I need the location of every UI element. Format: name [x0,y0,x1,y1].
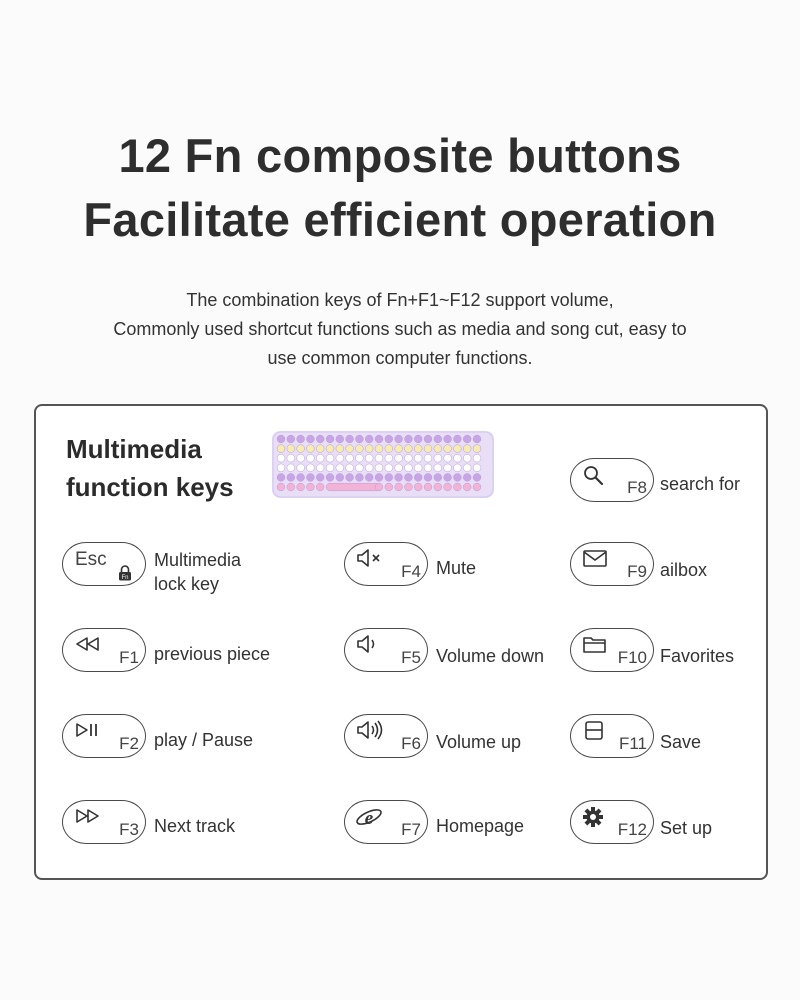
keyboard-keycap [395,445,403,453]
keyboard-keycap [385,454,393,462]
f8-description: search for [660,474,741,494]
function-keys-panel [34,404,768,880]
keyboard-keycap [297,464,305,472]
f6-description: Volume up [436,732,522,752]
f12-description: Set up [660,818,713,838]
keyboard-keycap [365,445,373,453]
keyboard-keycap [424,483,432,491]
keyboard-keycap [385,483,393,491]
keyboard-keycap [434,474,442,482]
keyboard-keycap [414,445,422,453]
f6-label: F6 [401,734,421,753]
keyboard-keycap [473,454,481,462]
keyboard-keycap [444,435,452,443]
f9-description: ailbox [660,560,708,580]
keyboard-keycap [395,483,403,491]
panel-title-line2: function keys [66,472,234,502]
f5-key [344,628,428,672]
keyboard-keycap [385,464,393,472]
keyboard-keycap [375,454,383,462]
keyboard-keycap [287,464,295,472]
main-heading-line1: 12 Fn composite buttons [118,129,682,182]
keyboard-keycap [454,454,462,462]
keyboard-keycap [405,454,413,462]
keyboard-keycap [287,445,295,453]
keyboard-keycap [297,483,305,491]
keyboard-keycap [454,435,462,443]
keyboard-keycap [326,435,334,443]
f7-label: F7 [401,820,421,839]
f2-description: play / Pause [154,730,254,750]
keyboard-keycap [297,474,305,482]
keyboard-keycap [356,454,364,462]
keyboard-keycap [316,454,324,462]
keyboard-keycap [473,435,481,443]
f8-key [570,458,654,502]
keyboard-keycap [346,454,354,462]
keyboard-keycap [414,464,422,472]
f11-key [570,714,654,758]
keyboard-keycap [356,435,364,443]
subtitle-line3: use common computer functions. [267,348,533,368]
keyboard-keycap [307,435,315,443]
keyboard-image [272,431,494,498]
keyboard-keycap [434,464,442,472]
keyboard-keycap [434,435,442,443]
keyboard-keycap [307,464,315,472]
f6-key [344,714,428,758]
keyboard-keycap [424,454,432,462]
keyboard-keycap [336,435,344,443]
keyboard-keycap [307,474,315,482]
keyboard-keycap [326,464,334,472]
keyboard-keycap [395,454,403,462]
keyboard-keycap [316,445,324,453]
panel-title-line1: Multimedia [66,434,202,464]
subtitle-line2: Commonly used shortcut functions such as media and song cut, easy to [113,319,687,339]
previous-track-icon [73,633,103,657]
keyboard-keycap [375,464,383,472]
keyboard-keycap [444,464,452,472]
keyboard-keycap [316,474,324,482]
keyboard-keycap [277,464,285,472]
keyboard-keycap [297,435,305,443]
keyboard-keycap [444,445,452,453]
f12-key [570,800,654,844]
f4-description: Mute [436,558,477,578]
keyboard-keycap [277,454,285,462]
search-icon [581,463,611,487]
keyboard-keycap [356,464,364,472]
esc-key-label: Esc [75,549,107,570]
keyboard-keycap [336,445,344,453]
keyboard-keycap [434,483,442,491]
keyboard-keycap [346,435,354,443]
keyboard-keycap [444,483,452,491]
keyboard-keycap [287,435,295,443]
f10-key [570,628,654,672]
keyboard-keycap [463,464,471,472]
keyboard-keycap [287,454,295,462]
keyboard-keycap [473,483,481,491]
keyboard-keycap [385,474,393,482]
keyboard-keycap [326,454,334,462]
keyboard-keycap [463,454,471,462]
keyboard-keycap [356,474,364,482]
keyboard-keycap [316,464,324,472]
f3-key [62,800,146,844]
keyboard-keycap [405,435,413,443]
keyboard-keycap [454,474,462,482]
keyboard-keycap [365,435,373,443]
keyboard-keycap [277,435,285,443]
fn-badge: Fn [121,575,129,581]
f3-label: F3 [119,820,139,839]
keyboard-keycap [346,464,354,472]
keyboard-spacebar [326,483,380,491]
keyboard-keycap [434,454,442,462]
keyboard-keycap [297,445,305,453]
keyboard-keycap [463,445,471,453]
f12-label: F12 [617,820,647,839]
play-pause-icon [73,719,103,743]
keyboard-keycap [307,483,315,491]
keyboard-keycap [287,474,295,482]
keyboard-keycap [434,445,442,453]
folder-icon [581,633,611,657]
keyboard-keycap [336,464,344,472]
keyboard-keycap [316,435,324,443]
mail-icon [581,547,611,571]
esc-key [62,542,146,586]
f4-key [344,542,428,586]
f5-description: Volume down [436,646,545,666]
keyboard-keycap [395,464,403,472]
browser-icon [355,805,385,829]
f11-description: Save [660,732,702,752]
f7-description: Homepage [436,816,525,836]
main-heading-line2: Facilitate efficient operation [83,193,717,246]
f10-description: Favorites [660,646,735,666]
keyboard-keycap [454,445,462,453]
keyboard-keycap [414,483,422,491]
f9-key [570,542,654,586]
keyboard-keycap [395,435,403,443]
keyboard-keycap [365,454,373,462]
subtitle-line1: The combination keys of Fn+F1~F12 support volume, [186,290,614,310]
volume-up-icon [355,719,385,743]
keyboard-keycap [326,474,334,482]
keyboard-keycap [473,445,481,453]
keyboard-keycap [454,464,462,472]
f1-key [62,628,146,672]
f11-label: F11 [618,734,647,753]
keyboard-keycap [463,474,471,482]
keyboard-keycap [336,474,344,482]
gear-icon [581,805,611,829]
keyboard-keycap [326,445,334,453]
keyboard-keycap [365,464,373,472]
lock-icon [118,565,132,581]
keyboard-keycap [375,435,383,443]
keyboard-keycap [385,435,393,443]
keyboard-keycap [356,445,364,453]
keyboard-keycap [405,464,413,472]
f9-label: F9 [627,562,647,581]
keyboard-keycap [463,483,471,491]
keyboard-keycap [277,445,285,453]
keyboard-keycap [307,445,315,453]
save-icon [581,719,611,743]
f3-description: Next track [154,816,236,836]
keyboard-keycap [307,454,315,462]
keyboard-keycap [287,483,295,491]
keyboard-keycap [414,435,422,443]
f1-label: F1 [119,648,139,667]
f2-label: F2 [119,734,139,753]
keyboard-keycap [277,474,285,482]
keyboard-keycap [424,474,432,482]
keyboard-keycap [375,445,383,453]
keyboard-keycap [473,464,481,472]
keyboard-keycap [414,474,422,482]
keyboard-keycap [463,435,471,443]
f2-key [62,714,146,758]
keyboard-keycap [297,454,305,462]
f10-label: F10 [617,648,647,667]
keyboard-keycap [414,454,422,462]
keyboard-keycap [346,474,354,482]
f7-key [344,800,428,844]
keyboard-keycap [385,445,393,453]
keyboard-keycap [277,483,285,491]
esc-key-description-line2: lock key [154,574,220,594]
volume-down-icon [355,633,385,657]
f8-label: F8 [627,478,647,497]
mute-icon [355,547,385,571]
keyboard-keycap [346,445,354,453]
esc-key-description-line1: Multimedia [154,550,242,570]
keyboard-keycap [444,474,452,482]
keyboard-keycap [405,483,413,491]
keyboard-keycap [405,474,413,482]
svg-text:e: e [364,808,374,829]
keyboard-keycap [405,445,413,453]
f1-description: previous piece [154,644,271,664]
f5-label: F5 [401,648,421,667]
keyboard-keycap [395,474,403,482]
keyboard-keycap [336,454,344,462]
keyboard-keycap [444,454,452,462]
keyboard-keycap [454,483,462,491]
keyboard-keycap [424,464,432,472]
keyboard-keycap [424,445,432,453]
keyboard-keycap [375,474,383,482]
keyboard-keycap [365,474,373,482]
keyboard-keycap [473,474,481,482]
keyboard-keycap [375,483,383,491]
f4-label: F4 [401,562,421,581]
keyboard-keycap [424,435,432,443]
next-track-icon [73,805,103,829]
keyboard-keycap [316,483,324,491]
